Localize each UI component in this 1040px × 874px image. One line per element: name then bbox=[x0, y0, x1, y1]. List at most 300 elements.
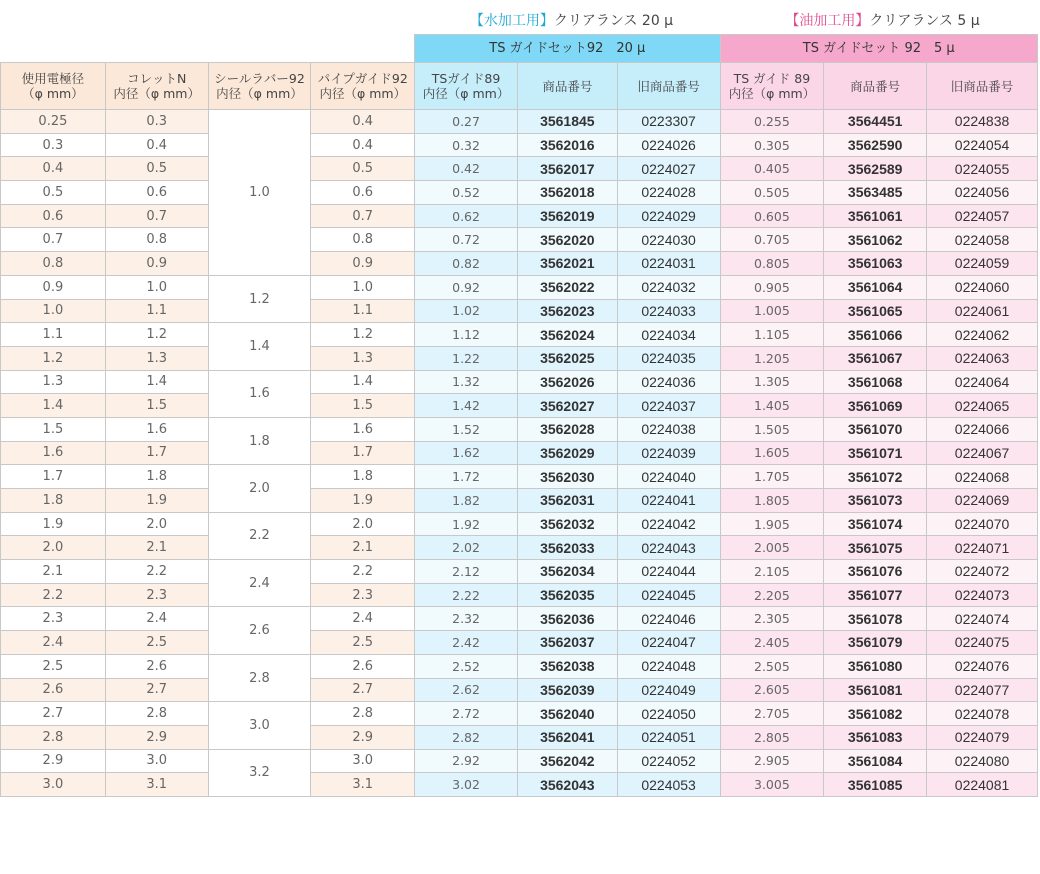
water-product-number-cell: 3562024 bbox=[517, 323, 617, 347]
electrode-diameter-cell: 0.4 bbox=[1, 157, 106, 181]
water-product-number-cell: 3562025 bbox=[517, 346, 617, 370]
electrode-diameter-cell: 0.3 bbox=[1, 133, 106, 157]
pipe-guide-diameter-cell: 2.3 bbox=[311, 583, 415, 607]
pipe-guide-diameter-cell: 2.8 bbox=[311, 702, 415, 726]
table-row bbox=[1, 654, 1038, 678]
water-product-number-cell: 3562036 bbox=[517, 607, 617, 631]
oil-product-number-cell: 3561081 bbox=[824, 678, 927, 702]
oil-old-product-number-cell: 0224054 bbox=[927, 133, 1038, 157]
water-old-product-number-cell: 0224045 bbox=[617, 583, 720, 607]
table-row bbox=[1, 512, 1038, 536]
pipe-guide-diameter-cell: 2.5 bbox=[311, 631, 415, 655]
seal-rubber-diameter-cell: 1.4 bbox=[208, 323, 311, 370]
table-row bbox=[1, 346, 1038, 370]
water-old-product-number-cell: 0224044 bbox=[617, 560, 720, 584]
pipe-guide-diameter-cell: 1.4 bbox=[311, 370, 415, 394]
oil-old-product-number-cell: 0224063 bbox=[927, 346, 1038, 370]
oil-old-product-number-cell: 0224079 bbox=[927, 725, 1038, 749]
oil-old-product-number-cell: 0224062 bbox=[927, 323, 1038, 347]
oil-ts-guide-diameter-cell: 1.305 bbox=[720, 370, 824, 394]
pipe-guide-diameter-cell: 0.8 bbox=[311, 228, 415, 252]
water-ts-guide-diameter-cell: 1.42 bbox=[415, 394, 518, 418]
water-ts-guide-diameter-cell: 1.62 bbox=[415, 441, 518, 465]
oil-product-number-cell: 3561068 bbox=[824, 370, 927, 394]
water-old-product-number-cell: 0224033 bbox=[617, 299, 720, 323]
oil-ts-guide-diameter-cell: 0.305 bbox=[720, 133, 824, 157]
oil-product-number-cell: 3561073 bbox=[824, 489, 927, 513]
table-row bbox=[1, 110, 1038, 134]
water-product-number-cell: 3562028 bbox=[517, 417, 617, 441]
pipe-guide-diameter-cell: 1.5 bbox=[311, 394, 415, 418]
table-row bbox=[1, 725, 1038, 749]
oil-old-product-number-cell: 0224075 bbox=[927, 631, 1038, 655]
oil-product-number-cell: 3561074 bbox=[824, 512, 927, 536]
oil-ts-guide-diameter-cell: 1.505 bbox=[720, 417, 824, 441]
oil-product-number-cell: 3561061 bbox=[824, 204, 927, 228]
electrode-diameter-cell: 2.3 bbox=[1, 607, 106, 631]
oil-old-product-number-cell: 0224076 bbox=[927, 654, 1038, 678]
collet-diameter-cell: 0.6 bbox=[105, 181, 208, 205]
electrode-diameter-cell: 1.8 bbox=[1, 489, 106, 513]
oil-product-number-cell: 3561080 bbox=[824, 654, 927, 678]
oil-old-product-number-cell: 0224055 bbox=[927, 157, 1038, 181]
seal-rubber-diameter-cell: 2.0 bbox=[208, 465, 311, 512]
oil-ts-guide-diameter-cell: 2.105 bbox=[720, 560, 824, 584]
pipe-guide-diameter-cell: 0.4 bbox=[311, 110, 415, 134]
pipe-guide-diameter-cell: 2.7 bbox=[311, 678, 415, 702]
table-row bbox=[1, 181, 1038, 205]
pipe-guide-diameter-cell: 0.6 bbox=[311, 181, 415, 205]
water-product-number-cell: 3562027 bbox=[517, 394, 617, 418]
electrode-diameter-cell: 2.5 bbox=[1, 654, 106, 678]
water-product-number-cell: 3562039 bbox=[517, 678, 617, 702]
collet-diameter-cell: 1.0 bbox=[105, 275, 208, 299]
seal-rubber-diameter-cell: 1.8 bbox=[208, 417, 311, 464]
oil-old-product-number-cell: 0224057 bbox=[927, 204, 1038, 228]
oil-old-product-number-cell: 0224077 bbox=[927, 678, 1038, 702]
collet-diameter-cell: 0.3 bbox=[105, 110, 208, 134]
oil-old-product-number-cell: 0224073 bbox=[927, 583, 1038, 607]
water-clearance-caption bbox=[420, 8, 723, 34]
seal-rubber-diameter-cell: 3.2 bbox=[208, 749, 311, 796]
table-row bbox=[1, 607, 1038, 631]
water-ts-guide-diameter-cell: 1.02 bbox=[415, 299, 518, 323]
oil-ts-guide-diameter-cell: 0.405 bbox=[720, 157, 824, 181]
oil-product-number-cell: 3561071 bbox=[824, 441, 927, 465]
collet-diameter-cell: 0.7 bbox=[105, 204, 208, 228]
table-row bbox=[1, 583, 1038, 607]
water-ts-guide-diameter-cell: 2.42 bbox=[415, 631, 518, 655]
collet-diameter-cell: 2.7 bbox=[105, 678, 208, 702]
oil-ts-guide-diameter-cell: 1.705 bbox=[720, 465, 824, 489]
electrode-diameter-cell: 1.9 bbox=[1, 512, 106, 536]
water-product-number-cell: 3562040 bbox=[517, 702, 617, 726]
water-ts-guide-diameter-cell: 2.92 bbox=[415, 749, 518, 773]
oil-ts-guide-diameter-cell: 1.105 bbox=[720, 323, 824, 347]
oil-product-number-cell: 3561070 bbox=[824, 417, 927, 441]
water-product-number-cell: 3562026 bbox=[517, 370, 617, 394]
table-row bbox=[1, 252, 1038, 276]
col-water-old-product-number: 旧商品番号 bbox=[617, 63, 720, 110]
water-ts-guide-diameter-cell: 2.62 bbox=[415, 678, 518, 702]
collet-diameter-cell: 2.3 bbox=[105, 583, 208, 607]
water-ts-guide-diameter-cell: 2.02 bbox=[415, 536, 518, 560]
collet-diameter-cell: 1.4 bbox=[105, 370, 208, 394]
oil-product-number-cell: 3561077 bbox=[824, 583, 927, 607]
water-old-product-number-cell: 0224026 bbox=[617, 133, 720, 157]
electrode-diameter-cell: 0.5 bbox=[1, 181, 106, 205]
electrode-diameter-cell: 2.9 bbox=[1, 749, 106, 773]
oil-product-number-cell: 3561064 bbox=[824, 275, 927, 299]
oil-ts-guide-diameter-cell: 2.905 bbox=[720, 749, 824, 773]
oil-ts-guide-diameter-cell: 1.605 bbox=[720, 441, 824, 465]
water-ts-guide-diameter-cell: 0.27 bbox=[415, 110, 518, 134]
table-row bbox=[1, 489, 1038, 513]
water-ts-guide-diameter-cell: 1.12 bbox=[415, 323, 518, 347]
water-product-number-cell: 3562018 bbox=[517, 181, 617, 205]
electrode-diameter-cell: 0.25 bbox=[1, 110, 106, 134]
oil-product-number-cell: 3561083 bbox=[824, 725, 927, 749]
water-ts-guide-diameter-cell: 1.92 bbox=[415, 512, 518, 536]
table-body bbox=[1, 110, 1038, 797]
oil-old-product-number-cell: 0224069 bbox=[927, 489, 1038, 513]
oil-old-product-number-cell: 0224067 bbox=[927, 441, 1038, 465]
table-row bbox=[1, 560, 1038, 584]
oil-product-number-cell: 3561084 bbox=[824, 749, 927, 773]
oil-old-product-number-cell: 0224061 bbox=[927, 299, 1038, 323]
collet-diameter-cell: 2.0 bbox=[105, 512, 208, 536]
pipe-guide-diameter-cell: 0.9 bbox=[311, 252, 415, 276]
seal-rubber-diameter-cell: 3.0 bbox=[208, 702, 311, 749]
water-old-product-number-cell: 0224050 bbox=[617, 702, 720, 726]
water-old-product-number-cell: 0223307 bbox=[617, 110, 720, 134]
water-old-product-number-cell: 0224046 bbox=[617, 607, 720, 631]
table-row bbox=[1, 275, 1038, 299]
pipe-guide-diameter-cell: 2.6 bbox=[311, 654, 415, 678]
electrode-diameter-cell: 1.3 bbox=[1, 370, 106, 394]
water-product-number-cell: 3562021 bbox=[517, 252, 617, 276]
oil-ts-guide-diameter-cell: 2.005 bbox=[720, 536, 824, 560]
water-product-number-cell: 3562033 bbox=[517, 536, 617, 560]
table-row bbox=[1, 323, 1038, 347]
water-ts-guide-diameter-cell: 1.52 bbox=[415, 417, 518, 441]
col-oil-ts-guide-diameter: TS ガイド 89 内径（φ mm） bbox=[720, 63, 824, 110]
oil-product-number-cell: 3561066 bbox=[824, 323, 927, 347]
electrode-diameter-cell: 2.4 bbox=[1, 631, 106, 655]
pipe-guide-diameter-cell: 1.9 bbox=[311, 489, 415, 513]
col-electrode-diameter: 使用電極径 （φ mm） bbox=[1, 63, 106, 110]
collet-diameter-cell: 1.1 bbox=[105, 299, 208, 323]
water-processing-label: 【水加工用】 bbox=[469, 13, 554, 29]
seal-rubber-diameter-cell: 1.6 bbox=[208, 370, 311, 417]
water-old-product-number-cell: 0224037 bbox=[617, 394, 720, 418]
table-row bbox=[1, 299, 1038, 323]
pipe-guide-diameter-cell: 1.2 bbox=[311, 323, 415, 347]
electrode-diameter-cell: 1.6 bbox=[1, 441, 106, 465]
water-product-number-cell: 3562042 bbox=[517, 749, 617, 773]
oil-product-number-cell: 3562589 bbox=[824, 157, 927, 181]
oil-old-product-number-cell: 0224072 bbox=[927, 560, 1038, 584]
collet-diameter-cell: 1.5 bbox=[105, 394, 208, 418]
water-old-product-number-cell: 0224049 bbox=[617, 678, 720, 702]
oil-old-product-number-cell: 0224060 bbox=[927, 275, 1038, 299]
electrode-diameter-cell: 0.8 bbox=[1, 252, 106, 276]
water-product-number-cell: 3562016 bbox=[517, 133, 617, 157]
seal-rubber-diameter-cell: 1.0 bbox=[208, 110, 311, 276]
oil-old-product-number-cell: 0224838 bbox=[927, 110, 1038, 134]
water-product-number-cell: 3562032 bbox=[517, 512, 617, 536]
oil-ts-guide-diameter-cell: 1.205 bbox=[720, 346, 824, 370]
water-clearance-text: クリアランス 20 μ bbox=[553, 13, 674, 29]
electrode-diameter-cell: 2.7 bbox=[1, 702, 106, 726]
pipe-guide-diameter-cell: 2.2 bbox=[311, 560, 415, 584]
collet-diameter-cell: 1.8 bbox=[105, 465, 208, 489]
electrode-diameter-cell: 3.0 bbox=[1, 773, 106, 797]
collet-diameter-cell: 3.1 bbox=[105, 773, 208, 797]
collet-diameter-cell: 2.2 bbox=[105, 560, 208, 584]
collet-diameter-cell: 0.4 bbox=[105, 133, 208, 157]
pipe-guide-diameter-cell: 3.0 bbox=[311, 749, 415, 773]
oil-clearance-caption bbox=[725, 8, 1040, 34]
water-old-product-number-cell: 0224034 bbox=[617, 323, 720, 347]
oil-ts-guide-diameter-cell: 0.805 bbox=[720, 252, 824, 276]
oil-ts-guide-diameter-cell: 0.705 bbox=[720, 228, 824, 252]
electrode-diameter-cell: 1.1 bbox=[1, 323, 106, 347]
seal-rubber-diameter-cell: 2.8 bbox=[208, 654, 311, 701]
oil-group-header: TS ガイドセット 92 5 μ bbox=[720, 35, 1038, 63]
header-spacer bbox=[1, 35, 415, 63]
table-row bbox=[1, 441, 1038, 465]
water-ts-guide-diameter-cell: 2.32 bbox=[415, 607, 518, 631]
water-old-product-number-cell: 0224047 bbox=[617, 631, 720, 655]
water-ts-guide-diameter-cell: 1.72 bbox=[415, 465, 518, 489]
pipe-guide-diameter-cell: 2.9 bbox=[311, 725, 415, 749]
water-product-number-cell: 3562031 bbox=[517, 489, 617, 513]
oil-ts-guide-diameter-cell: 3.005 bbox=[720, 773, 824, 797]
col-oil-old-product-number: 旧商品番号 bbox=[927, 63, 1038, 110]
oil-old-product-number-cell: 0224071 bbox=[927, 536, 1038, 560]
water-ts-guide-diameter-cell: 2.12 bbox=[415, 560, 518, 584]
oil-product-number-cell: 3561065 bbox=[824, 299, 927, 323]
pipe-guide-diameter-cell: 0.5 bbox=[311, 157, 415, 181]
table-row bbox=[1, 204, 1038, 228]
water-group-header: TS ガイドセット92 20 μ bbox=[415, 35, 720, 63]
oil-old-product-number-cell: 0224058 bbox=[927, 228, 1038, 252]
collet-diameter-cell: 2.5 bbox=[105, 631, 208, 655]
oil-old-product-number-cell: 0224064 bbox=[927, 370, 1038, 394]
electrode-diameter-cell: 1.5 bbox=[1, 417, 106, 441]
water-old-product-number-cell: 0224051 bbox=[617, 725, 720, 749]
collet-diameter-cell: 2.9 bbox=[105, 725, 208, 749]
oil-old-product-number-cell: 0224059 bbox=[927, 252, 1038, 276]
water-ts-guide-diameter-cell: 2.82 bbox=[415, 725, 518, 749]
water-ts-guide-diameter-cell: 0.62 bbox=[415, 204, 518, 228]
water-ts-guide-diameter-cell: 0.42 bbox=[415, 157, 518, 181]
seal-rubber-diameter-cell: 2.6 bbox=[208, 607, 311, 654]
collet-diameter-cell: 2.8 bbox=[105, 702, 208, 726]
table-row bbox=[1, 702, 1038, 726]
seal-rubber-diameter-cell: 1.2 bbox=[208, 275, 311, 322]
water-ts-guide-diameter-cell: 0.52 bbox=[415, 181, 518, 205]
table-row bbox=[1, 773, 1038, 797]
water-ts-guide-diameter-cell: 2.72 bbox=[415, 702, 518, 726]
oil-ts-guide-diameter-cell: 2.605 bbox=[720, 678, 824, 702]
oil-ts-guide-diameter-cell: 2.705 bbox=[720, 702, 824, 726]
pipe-guide-diameter-cell: 0.4 bbox=[311, 133, 415, 157]
guide-set-spec-table bbox=[0, 34, 1038, 797]
water-old-product-number-cell: 0224040 bbox=[617, 465, 720, 489]
collet-diameter-cell: 2.1 bbox=[105, 536, 208, 560]
water-old-product-number-cell: 0224036 bbox=[617, 370, 720, 394]
water-ts-guide-diameter-cell: 0.82 bbox=[415, 252, 518, 276]
oil-ts-guide-diameter-cell: 1.905 bbox=[720, 512, 824, 536]
water-old-product-number-cell: 0224030 bbox=[617, 228, 720, 252]
water-old-product-number-cell: 0224048 bbox=[617, 654, 720, 678]
water-ts-guide-diameter-cell: 3.02 bbox=[415, 773, 518, 797]
col-seal-rubber-inner-diameter: シールラバー92 内径（φ mm） bbox=[208, 63, 311, 110]
water-old-product-number-cell: 0224043 bbox=[617, 536, 720, 560]
water-product-number-cell: 3562029 bbox=[517, 441, 617, 465]
water-product-number-cell: 3562034 bbox=[517, 560, 617, 584]
electrode-diameter-cell: 1.2 bbox=[1, 346, 106, 370]
electrode-diameter-cell: 2.8 bbox=[1, 725, 106, 749]
water-product-number-cell: 3562043 bbox=[517, 773, 617, 797]
water-product-number-cell: 3562038 bbox=[517, 654, 617, 678]
oil-product-number-cell: 3561062 bbox=[824, 228, 927, 252]
oil-old-product-number-cell: 0224081 bbox=[927, 773, 1038, 797]
collet-diameter-cell: 3.0 bbox=[105, 749, 208, 773]
oil-product-number-cell: 3561069 bbox=[824, 394, 927, 418]
water-ts-guide-diameter-cell: 1.22 bbox=[415, 346, 518, 370]
water-product-number-cell: 3562041 bbox=[517, 725, 617, 749]
oil-ts-guide-diameter-cell: 1.005 bbox=[720, 299, 824, 323]
water-old-product-number-cell: 0224041 bbox=[617, 489, 720, 513]
oil-product-number-cell: 3562590 bbox=[824, 133, 927, 157]
oil-ts-guide-diameter-cell: 2.305 bbox=[720, 607, 824, 631]
water-old-product-number-cell: 0224029 bbox=[617, 204, 720, 228]
oil-product-number-cell: 3561075 bbox=[824, 536, 927, 560]
oil-ts-guide-diameter-cell: 0.605 bbox=[720, 204, 824, 228]
oil-product-number-cell: 3561085 bbox=[824, 773, 927, 797]
oil-ts-guide-diameter-cell: 2.505 bbox=[720, 654, 824, 678]
electrode-diameter-cell: 1.4 bbox=[1, 394, 106, 418]
pipe-guide-diameter-cell: 1.3 bbox=[311, 346, 415, 370]
oil-product-number-cell: 3561063 bbox=[824, 252, 927, 276]
collet-diameter-cell: 2.4 bbox=[105, 607, 208, 631]
water-old-product-number-cell: 0224028 bbox=[617, 181, 720, 205]
col-pipe-guide-inner-diameter: パイプガイド92 内径（φ mm） bbox=[311, 63, 415, 110]
oil-product-number-cell: 3563485 bbox=[824, 181, 927, 205]
electrode-diameter-cell: 2.1 bbox=[1, 560, 106, 584]
pipe-guide-diameter-cell: 2.4 bbox=[311, 607, 415, 631]
collet-diameter-cell: 0.9 bbox=[105, 252, 208, 276]
electrode-diameter-cell: 2.6 bbox=[1, 678, 106, 702]
table-row bbox=[1, 749, 1038, 773]
collet-diameter-cell: 2.6 bbox=[105, 654, 208, 678]
oil-product-number-cell: 3561078 bbox=[824, 607, 927, 631]
water-ts-guide-diameter-cell: 0.72 bbox=[415, 228, 518, 252]
col-oil-product-number: 商品番号 bbox=[824, 63, 927, 110]
electrode-diameter-cell: 0.6 bbox=[1, 204, 106, 228]
pipe-guide-diameter-cell: 2.1 bbox=[311, 536, 415, 560]
pipe-guide-diameter-cell: 0.7 bbox=[311, 204, 415, 228]
oil-old-product-number-cell: 0224066 bbox=[927, 417, 1038, 441]
pipe-guide-diameter-cell: 1.8 bbox=[311, 465, 415, 489]
oil-product-number-cell: 3561076 bbox=[824, 560, 927, 584]
table-row bbox=[1, 370, 1038, 394]
col-water-product-number: 商品番号 bbox=[517, 63, 617, 110]
seal-rubber-diameter-cell: 2.2 bbox=[208, 512, 311, 559]
oil-product-number-cell: 3561082 bbox=[824, 702, 927, 726]
collet-diameter-cell: 1.6 bbox=[105, 417, 208, 441]
water-product-number-cell: 3561845 bbox=[517, 110, 617, 134]
oil-product-number-cell: 3564451 bbox=[824, 110, 927, 134]
col-collet-inner-diameter: コレットN 内径（φ mm） bbox=[105, 63, 208, 110]
water-product-number-cell: 3562019 bbox=[517, 204, 617, 228]
collet-diameter-cell: 1.9 bbox=[105, 489, 208, 513]
water-old-product-number-cell: 0224052 bbox=[617, 749, 720, 773]
oil-ts-guide-diameter-cell: 0.255 bbox=[720, 110, 824, 134]
water-product-number-cell: 3562035 bbox=[517, 583, 617, 607]
table-row bbox=[1, 536, 1038, 560]
water-ts-guide-diameter-cell: 1.82 bbox=[415, 489, 518, 513]
water-old-product-number-cell: 0224042 bbox=[617, 512, 720, 536]
oil-product-number-cell: 3561072 bbox=[824, 465, 927, 489]
collet-diameter-cell: 1.3 bbox=[105, 346, 208, 370]
water-product-number-cell: 3562023 bbox=[517, 299, 617, 323]
oil-ts-guide-diameter-cell: 1.405 bbox=[720, 394, 824, 418]
water-old-product-number-cell: 0224035 bbox=[617, 346, 720, 370]
table-row bbox=[1, 417, 1038, 441]
col-water-ts-guide-diameter: TSガイド89 内径（φ mm） bbox=[415, 63, 518, 110]
water-product-number-cell: 3562020 bbox=[517, 228, 617, 252]
table-row bbox=[1, 394, 1038, 418]
oil-product-number-cell: 3561067 bbox=[824, 346, 927, 370]
table-row bbox=[1, 678, 1038, 702]
pipe-guide-diameter-cell: 1.7 bbox=[311, 441, 415, 465]
electrode-diameter-cell: 1.0 bbox=[1, 299, 106, 323]
collet-diameter-cell: 0.8 bbox=[105, 228, 208, 252]
oil-ts-guide-diameter-cell: 2.205 bbox=[720, 583, 824, 607]
water-old-product-number-cell: 0224038 bbox=[617, 417, 720, 441]
water-old-product-number-cell: 0224027 bbox=[617, 157, 720, 181]
oil-old-product-number-cell: 0224056 bbox=[927, 181, 1038, 205]
water-old-product-number-cell: 0224053 bbox=[617, 773, 720, 797]
oil-ts-guide-diameter-cell: 1.805 bbox=[720, 489, 824, 513]
collet-diameter-cell: 1.2 bbox=[105, 323, 208, 347]
seal-rubber-diameter-cell: 2.4 bbox=[208, 560, 311, 607]
water-product-number-cell: 3562037 bbox=[517, 631, 617, 655]
water-ts-guide-diameter-cell: 0.92 bbox=[415, 275, 518, 299]
water-product-number-cell: 3562017 bbox=[517, 157, 617, 181]
oil-processing-label: 【油加工用】 bbox=[785, 13, 870, 29]
oil-old-product-number-cell: 0224074 bbox=[927, 607, 1038, 631]
pipe-guide-diameter-cell: 3.1 bbox=[311, 773, 415, 797]
electrode-diameter-cell: 0.7 bbox=[1, 228, 106, 252]
electrode-diameter-cell: 2.0 bbox=[1, 536, 106, 560]
table-row bbox=[1, 228, 1038, 252]
water-product-number-cell: 3562030 bbox=[517, 465, 617, 489]
oil-old-product-number-cell: 0224078 bbox=[927, 702, 1038, 726]
oil-product-number-cell: 3561079 bbox=[824, 631, 927, 655]
table-row bbox=[1, 133, 1038, 157]
oil-old-product-number-cell: 0224070 bbox=[927, 512, 1038, 536]
table-row bbox=[1, 157, 1038, 181]
collet-diameter-cell: 1.7 bbox=[105, 441, 208, 465]
oil-ts-guide-diameter-cell: 0.905 bbox=[720, 275, 824, 299]
water-ts-guide-diameter-cell: 0.32 bbox=[415, 133, 518, 157]
water-ts-guide-diameter-cell: 2.22 bbox=[415, 583, 518, 607]
